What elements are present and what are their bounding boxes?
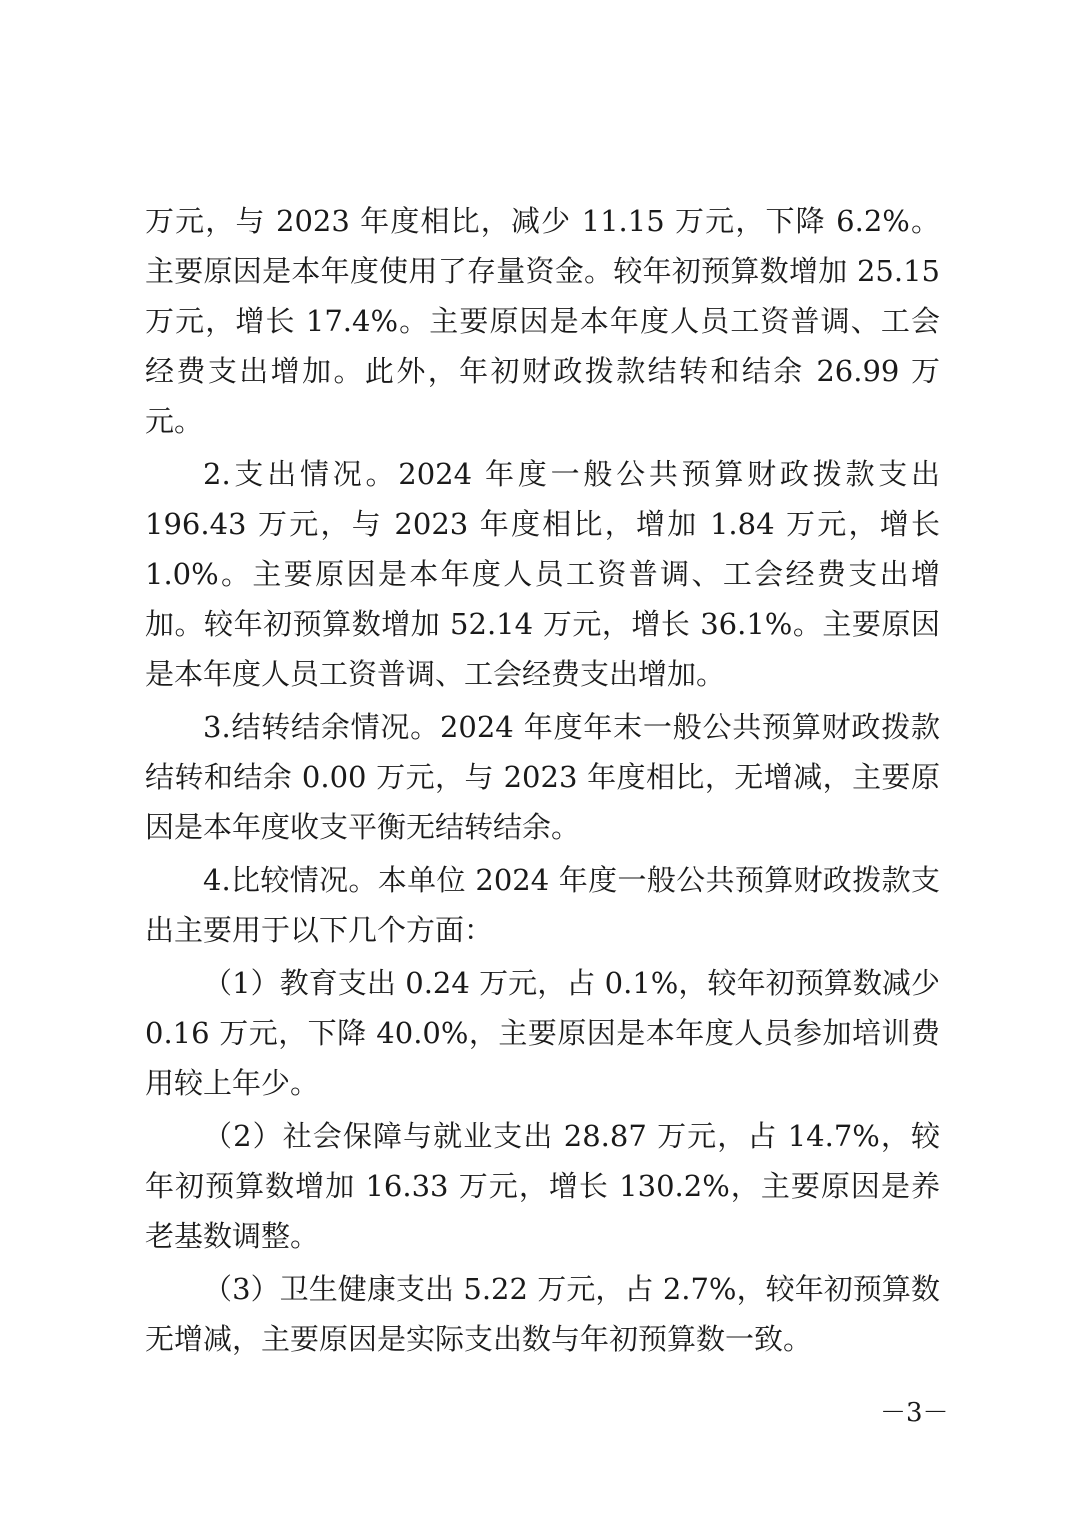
paragraph-social-security-expense: （2）社会保障与就业支出 28.87 万元，占 14.7%，较年初预算数增加 16.33 万元，增长 130.2%，主要原因是养老基数调整。 [145,1119,940,1253]
paragraph-education-expense: （1）教育支出 0.24 万元，占 0.1%，较年初预算数减少 0.16 万元，下降 40.0%，主要原因是本年度人员参加培训费用较上年少。 [145,966,940,1100]
paragraph-carryover: 3.结转结余情况。2024 年度年末一般公共预算财政拨款结转和结余 0.00 万元，与 2023 年度相比，无增减，主要原因是本年度收支平衡无结转结余。 [145,710,940,844]
document-body [145,196,940,1367]
page-number: －3－ [880,1398,949,1428]
paragraph-income-continued: 万元，与 2023 年度相比，减少 11.15 万元，下降 6.2%。主要原因是本年度使用了存量资金。较年初预算数增加 25.15 万元，增长 17.4%。主要原因是本年度人员工资普调、工会经费支出增加。此外，年初财政拨款结转和结余 26.99 万元。 [145,204,940,438]
paragraph-health-expense: （3）卫生健康支出 5.22 万元，占 2.7%，较年初预算数无增减，主要原因是实际支出数与年初预算数一致。 [145,1272,940,1356]
paragraph-comparison: 4.比较情况。本单位 2024 年度一般公共预算财政拨款支出主要用于以下几个方面： [145,863,940,947]
paragraph-expenditure: 2.支出情况。2024 年度一般公共预算财政拨款支出 196.43 万元，与 2023 年度相比，增加 1.84 万元，增长 1.0%。主要原因是本年度人员工资普调、工会经费支出增加。较年初预算数增加 52.14 万元，增长 36.1%。主要原因是本年度人员工资普调、工会经费支出增加。 [145,457,940,691]
